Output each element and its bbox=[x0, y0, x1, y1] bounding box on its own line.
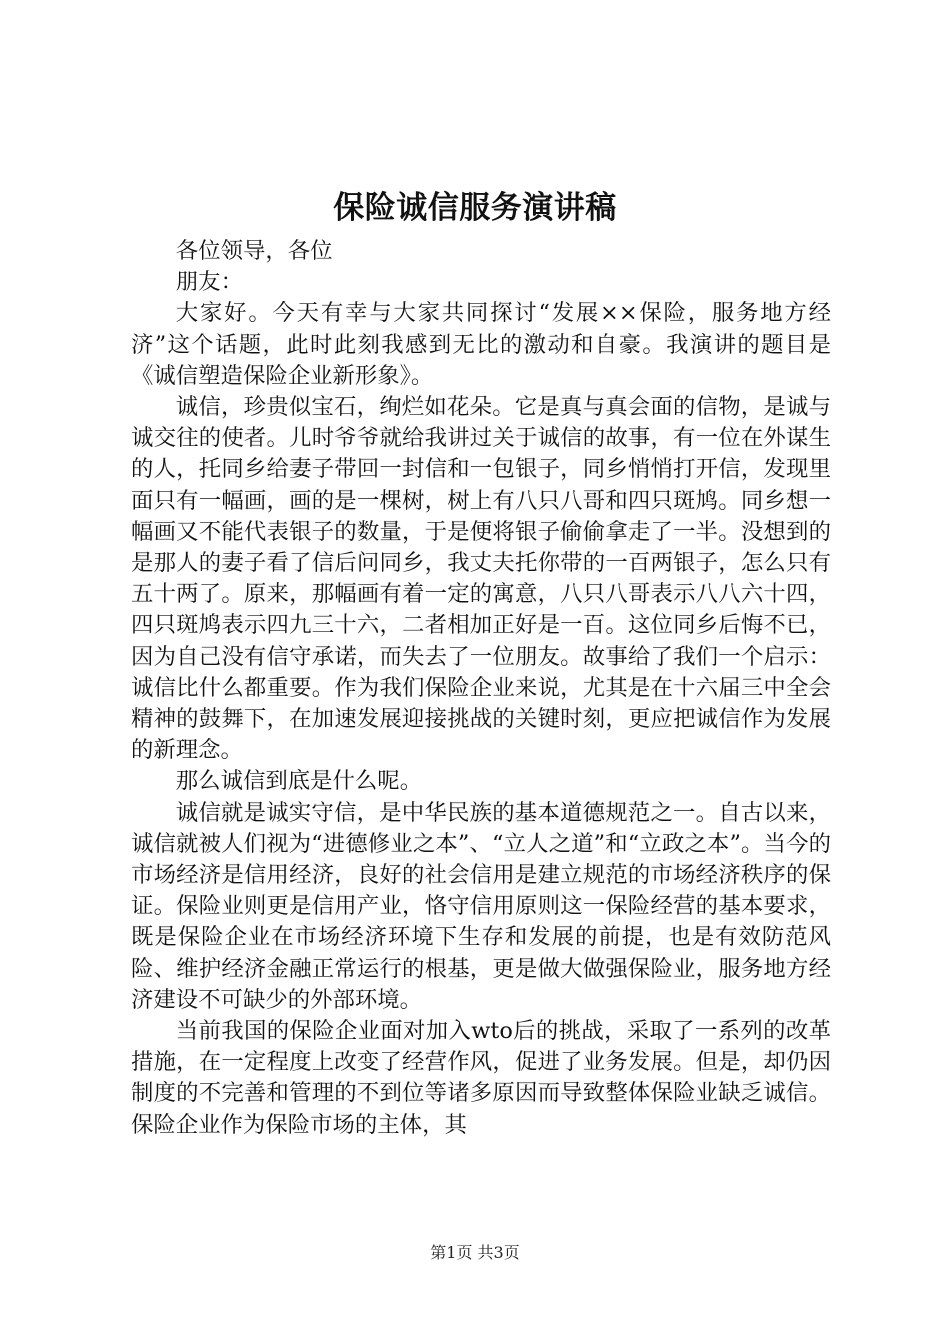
paragraph-greeting-2: 朋友： bbox=[175, 269, 243, 296]
paragraph-question: 那么诚信到底是什么呢。 bbox=[175, 768, 423, 795]
document-body bbox=[131, 236, 831, 1141]
paragraph-current-status: 当前我国的保险企业面对加入wto后的挑战，采取了一系列的改革措施，在一定程度上改变了经营作风，促进了业务发展。但是，却仍因制度的不完善和管理的不到位等诸多原因而导致整体保险业缺乏诚信。保险企业作为保险市场的主体，其 bbox=[131, 1018, 831, 1138]
paragraph-greeting-1: 各位领导，各位 bbox=[175, 238, 333, 264]
paragraph-intro: 大家好。今天有幸与大家共同探讨“发展××保险，服务地方经济”这个话题，此时此刻我感到无比的激动和自豪。我演讲的题目是《诚信塑造保险企业新形象》。 bbox=[131, 300, 831, 389]
document-title: 保险诚信服务演讲稿 bbox=[333, 190, 617, 226]
paragraph-definition: 诚信就是诚实守信，是中华民族的基本道德规范之一。自古以来，诚信就被人们视为“进德修业之本”、“立人之道”和“立政之本”。当今的市场经济是信用经济，良好的社会信用是建立规范的市场经济秩序的保证。保险业则更是信用产业，恪守信用原则这一保险经营的基本要求，既是保险企业在市场经济环境下生存和发展的前提，也是有效防范风险、维护经济金融正常运行的根基，更是做大做强保险业，服务地方经济建设不可缺少的外部环境。 bbox=[131, 799, 831, 1013]
page-footer: 第1页 共3页 bbox=[430, 1243, 520, 1262]
paragraph-story: 诚信，珍贵似宝石，绚烂如花朵。它是真与真会面的信物，是诚与诚交往的使者。儿时爷爷就给我讲过关于诚信的故事，有一位在外谋生的人，托同乡给妻子带回一封信和一包银子，同乡悄悄打开信，发现里面只有一幅画，画的是一棵树，树上有八只八哥和四只斑鸠。同乡想一幅画又不能代表银子的数量，于是便将银子偷偷拿走了一半。没想到的是那人的妻子看了信后问同乡，我丈夫托你带的一百两银子，怎么只有五十两了。原来，那幅画有着一定的寓意，八只八哥表示八八六十四，四只斑鸠表示四九三十六，二者相加正好是一百。这位同乡后悔不已，因为自己没有信守承诺，而失去了一位朋友。故事给了我们一个启示：诚信比什么都重要。作为我们保险企业来说，尤其是在十六届三中全会精神的鼓舞下，在加速发展迎接挑战的关键时刻，更应把诚信作为发展的新理念。 bbox=[131, 394, 831, 764]
